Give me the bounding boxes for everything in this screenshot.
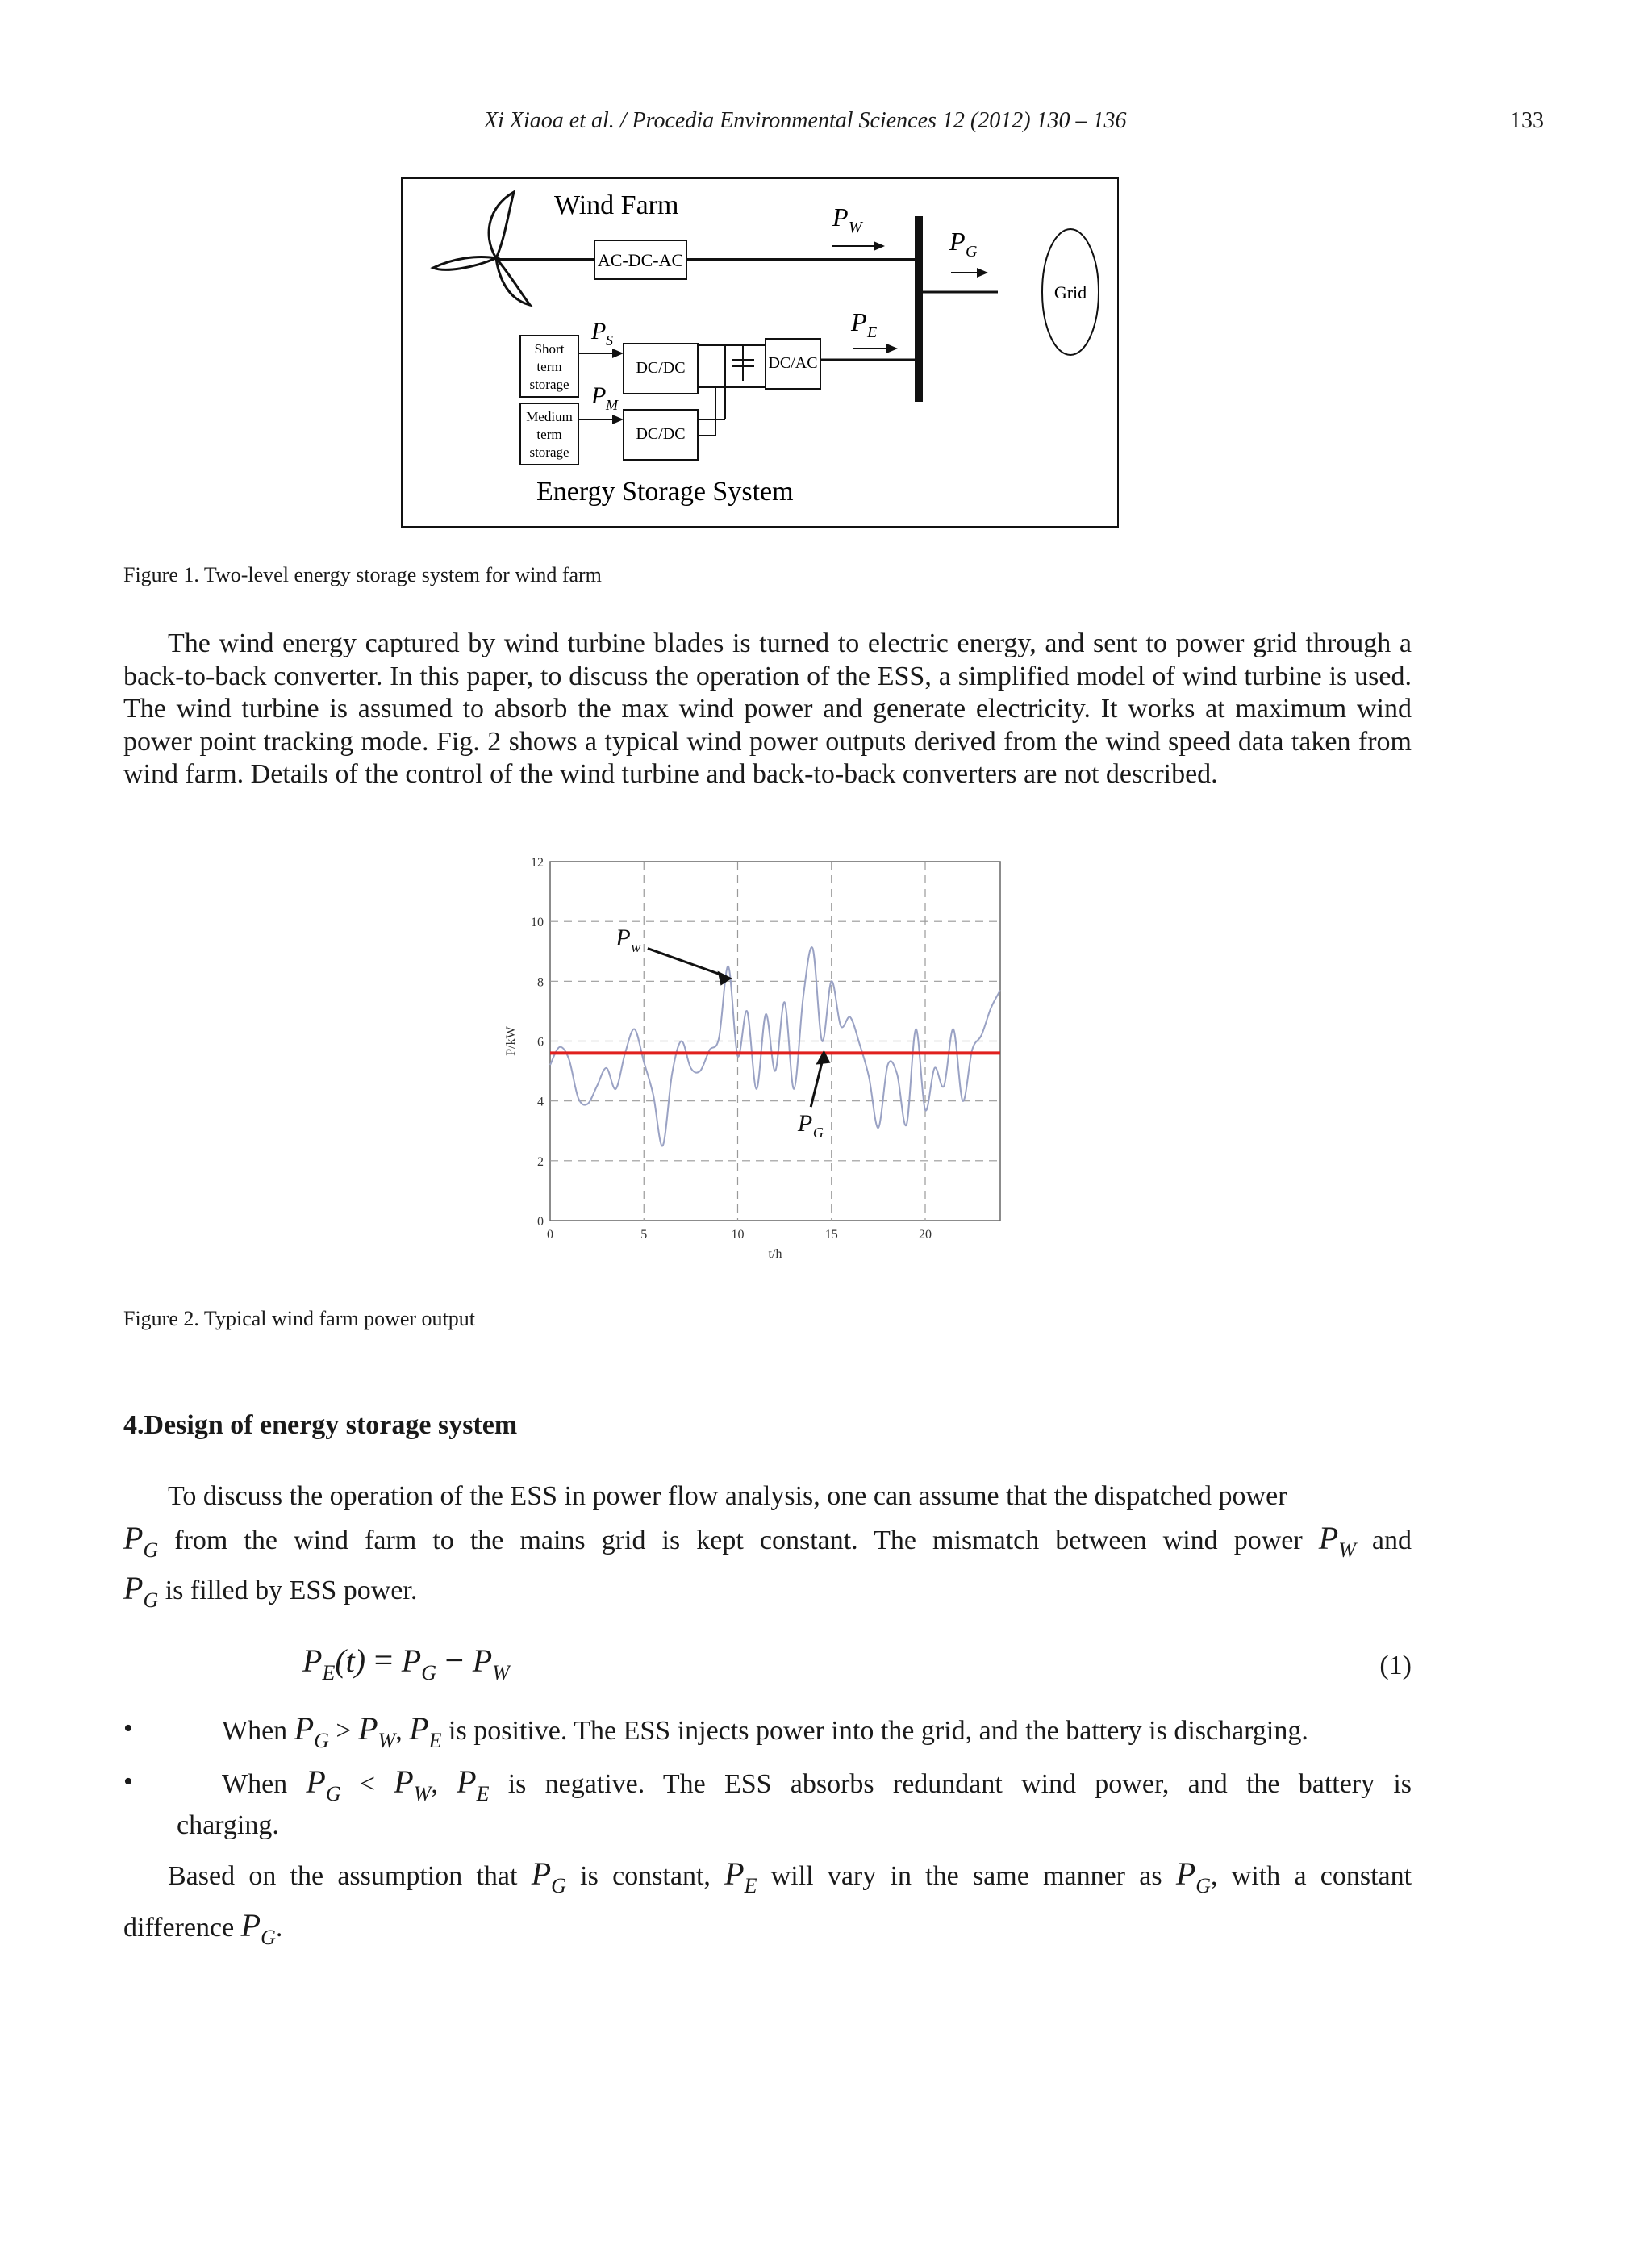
annotation-pg-sub: G bbox=[812, 1124, 824, 1141]
medium-term-label-3: storage bbox=[529, 445, 569, 460]
annotation-pg-label: P bbox=[797, 1109, 813, 1137]
pg-symbol-2-sub: G bbox=[143, 1588, 159, 1612]
figure-1-frame bbox=[402, 178, 1118, 527]
medium-term-label-2: term bbox=[536, 427, 562, 442]
figure-2-chart bbox=[500, 845, 1016, 1265]
paragraph-2-part-2: from the wind farm to the mains grid is kept constant. The mismatch between wind power bbox=[174, 1526, 1303, 1555]
medium-term-label-1: Medium bbox=[526, 409, 573, 424]
figure-1-caption: Figure 1. Two-level energy storage system for wind farm bbox=[123, 563, 602, 586]
x-tick-label: 0 bbox=[547, 1228, 553, 1242]
wind-farm-label: Wind Farm bbox=[554, 190, 679, 220]
annotation-pw-label: P bbox=[615, 924, 631, 951]
y-tick-label: 12 bbox=[531, 856, 544, 870]
x-tick-label: 10 bbox=[731, 1228, 745, 1242]
paragraph-3-line-1: Based on the assumption that $P_G$ is constant, $P_E$ will vary in the same manner as $P_G$, with a constant bbox=[123, 1855, 1412, 1905]
pw-symbol-sub: W bbox=[1338, 1538, 1356, 1562]
figure-2-caption: Figure 2. Typical wind farm power output bbox=[123, 1307, 476, 1330]
pg-symbol-2: P bbox=[123, 1570, 144, 1606]
y-tick-label: 8 bbox=[537, 975, 544, 990]
y-axis-label: P/kW bbox=[504, 1026, 518, 1056]
figure-1-svg bbox=[401, 177, 1119, 528]
ac-dc-ac-label: AC-DC-AC bbox=[597, 250, 684, 270]
bullet-2-continuation: charging. bbox=[177, 1810, 279, 1840]
wind-power-chart-svg bbox=[500, 845, 1016, 1265]
pg-label-sub: G bbox=[966, 243, 978, 261]
journal-citation: Xi Xiaoa et al. / Procedia Environmental Sciences 12 (2012) 130 – 136 bbox=[484, 108, 1127, 133]
pw-symbol: P bbox=[1318, 1520, 1339, 1556]
pw-label-main: P bbox=[832, 202, 849, 232]
dcac-label: DC/AC bbox=[768, 354, 818, 372]
paragraph-3-line-2: difference $P_G$. bbox=[123, 1907, 283, 1949]
body-paragraph-1 bbox=[123, 628, 1412, 791]
bullet-symbol-2: • bbox=[123, 1767, 133, 1797]
dcdc-lower-label: DC/DC bbox=[636, 425, 686, 443]
y-tick-label: 10 bbox=[531, 916, 544, 930]
pg-symbol-sub: G bbox=[143, 1538, 159, 1562]
paragraph-2-part-4: is filled by ESS power. bbox=[165, 1576, 418, 1605]
x-tick-label: 20 bbox=[919, 1228, 932, 1242]
x-tick-label: 15 bbox=[824, 1228, 838, 1242]
pg-label-main: P bbox=[949, 227, 966, 256]
equation-number: (1) bbox=[1379, 1651, 1412, 1680]
paragraph-3-part-4: , with a constant bbox=[1211, 1861, 1412, 1891]
running-header bbox=[0, 108, 1652, 144]
y-tick-label: 0 bbox=[537, 1215, 544, 1229]
x-axis-label: t/h bbox=[768, 1247, 782, 1261]
paragraph-3-part-5: difference bbox=[123, 1913, 235, 1943]
figure-1-diagram bbox=[401, 177, 1119, 528]
pw-label-sub: W bbox=[849, 219, 862, 236]
pm-label-main: P bbox=[591, 382, 607, 409]
short-term-label-1: Short bbox=[534, 341, 565, 357]
short-term-label-2: term bbox=[536, 359, 562, 374]
bullet-2-text: When $P_G < P_W$, $P_E$ is negative. The ESS absorbs redundant wind power, and the battery is bbox=[222, 1764, 1412, 1805]
y-tick-label: 6 bbox=[537, 1035, 544, 1050]
bullet-symbol-1: • bbox=[123, 1713, 133, 1743]
page-number: 133 bbox=[1510, 108, 1544, 133]
annotation-pw-sub: w bbox=[631, 938, 641, 955]
pm-label-sub: M bbox=[606, 397, 618, 413]
paragraph-2-line-1 bbox=[123, 1478, 1412, 1515]
pg-symbol: P bbox=[123, 1520, 144, 1556]
ps-label-main: P bbox=[591, 318, 607, 344]
dcdc-upper-label: DC/DC bbox=[636, 359, 686, 377]
pe-label-sub: E bbox=[867, 323, 878, 341]
y-tick-label: 4 bbox=[537, 1095, 544, 1109]
paragraph-2-part-1: To discuss the operation of the ESS in power flow analysis, one can assume that the dispatched power bbox=[168, 1481, 1287, 1511]
paragraph-3-part-3: will vary in the same manner as bbox=[770, 1861, 1162, 1891]
paragraph-2-line-2 bbox=[123, 1520, 1412, 1569]
paragraph-3-part-6: . bbox=[275, 1913, 283, 1943]
ess-label: Energy Storage System bbox=[536, 477, 794, 507]
x-tick-label: 5 bbox=[640, 1228, 648, 1242]
ps-label-sub: S bbox=[606, 332, 613, 349]
paragraph-3-part-2: is constant, bbox=[580, 1861, 711, 1891]
equation-expression: $P_E(t) = P_G - P_W$ bbox=[302, 1642, 510, 1684]
paragraph-3-part-1: Based on the assumption that bbox=[168, 1861, 518, 1891]
pe-label-main: P bbox=[851, 307, 867, 336]
bullet-1-text: When $P_G > P_W$, $P_E$ is positive. The ESS injects power into the grid, and the battery is discharging. bbox=[222, 1710, 1308, 1752]
y-tick-label: 2 bbox=[537, 1154, 544, 1169]
section-heading: 4.Design of energy storage system bbox=[123, 1410, 518, 1440]
grid-label: Grid bbox=[1053, 282, 1087, 303]
paragraph-1-text: The wind energy captured by wind turbine blades is turned to electric energy, and sent to power grid through a back-to-back converter. In this paper, to discuss the operation of the ESS, a simplified model of wind turbine is used. The wind turbine is assumed to absorb the max wind power and generate electricity. It works at maximum wind power point tracking mode. Fig. 2 shows a typical wind power outputs derived from the wind speed data taken from wind farm. Details of the control of the wind turbine and back-to-back converters are not described. bbox=[123, 628, 1412, 789]
short-term-label-3: storage bbox=[529, 377, 569, 392]
paragraph-2-line-3 bbox=[123, 1570, 1412, 1619]
paragraph-2-part-3: and bbox=[1371, 1526, 1412, 1555]
